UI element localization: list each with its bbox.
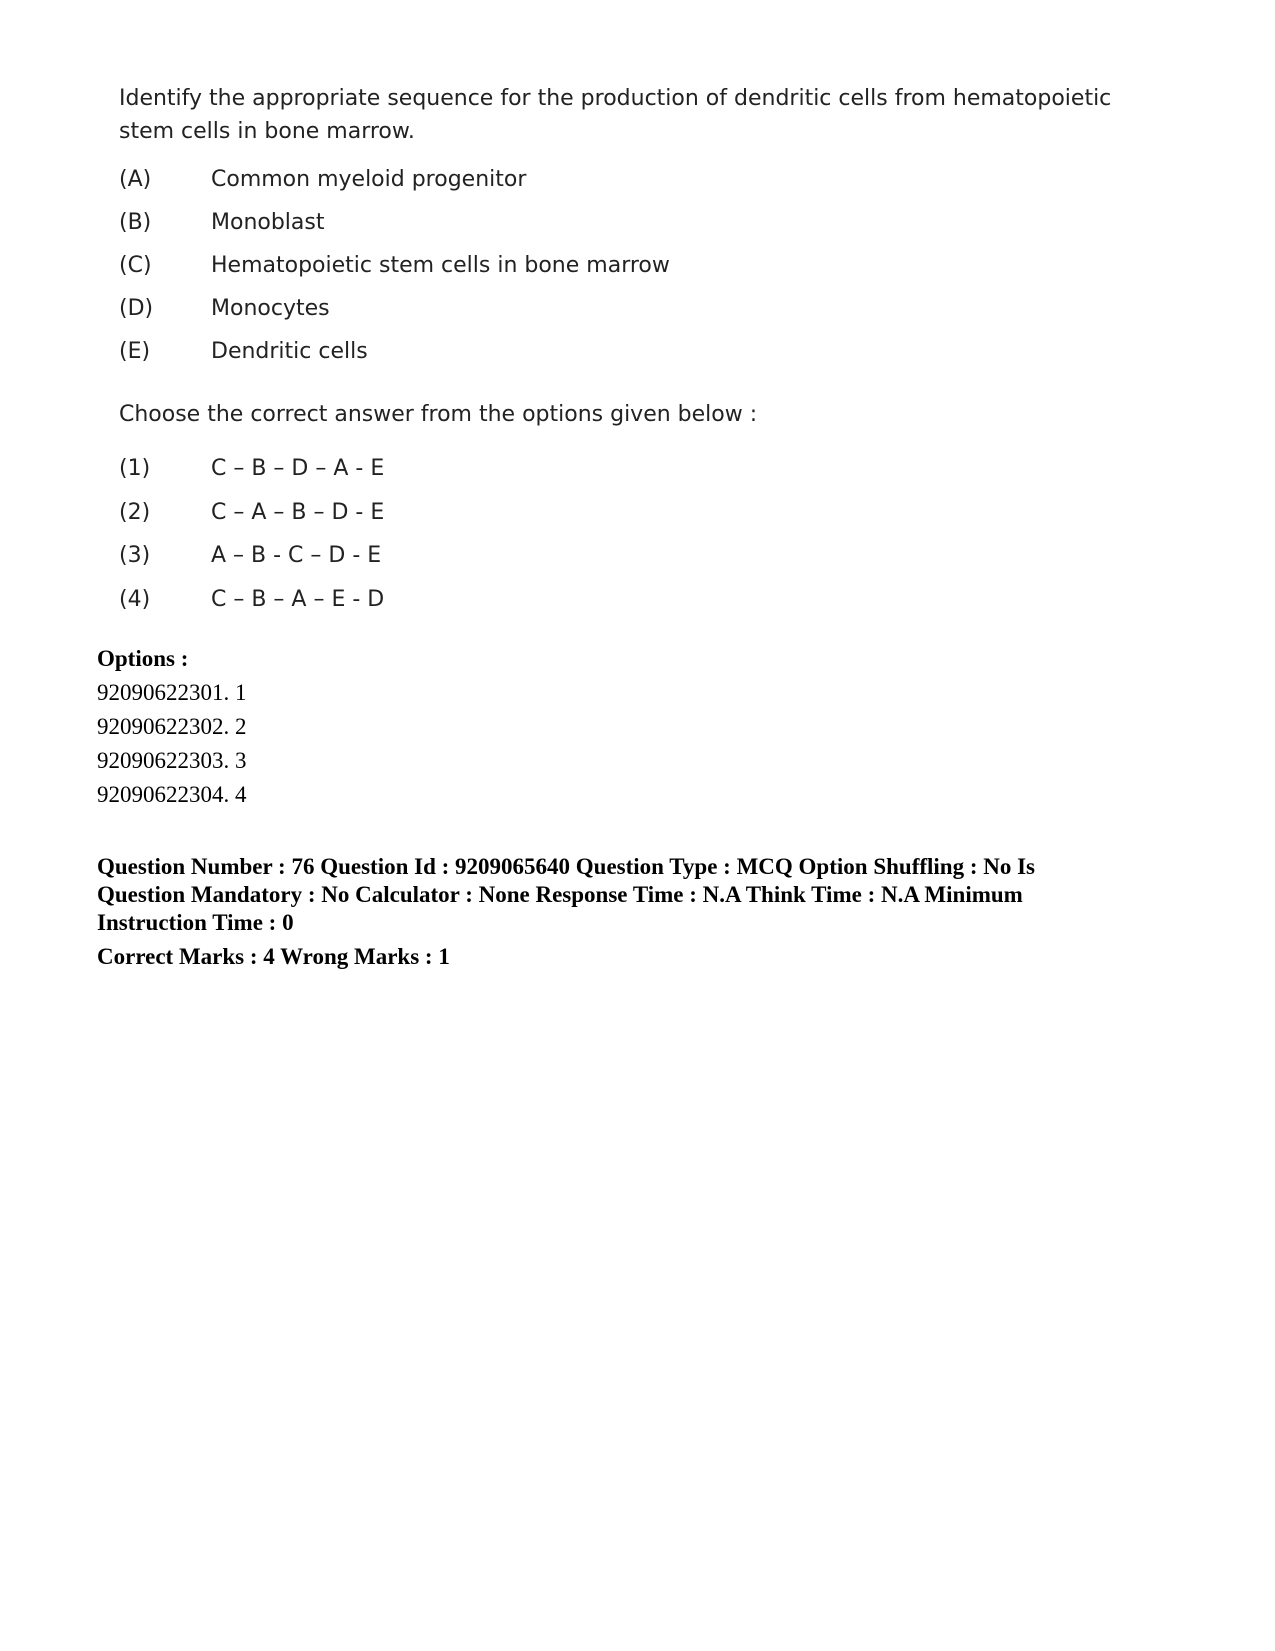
choice-text: C – B – A – E - D [211,586,385,612]
option-line: 92090622301. 1 [97,680,247,705]
options-block [97,642,247,812]
item-key: (B) [119,210,152,235]
item-key: (C) [119,253,152,278]
choice-text: A – B - C – D - E [211,543,382,569]
item-key: (E) [119,339,151,364]
item-text: Hematopoietic stem cells in bone marrow [211,253,670,278]
list-item [119,244,1119,287]
options-title: Options : [97,646,189,671]
choice-text: C – B – D – A - E [211,456,385,482]
item-text: Common myeloid progenitor [211,167,527,192]
choice-item [119,578,1119,622]
choice-key: (4) [119,586,151,612]
option-line: 92090622304. 4 [97,782,247,807]
marks-line: Correct Marks : 4 Wrong Marks : 1 [97,944,450,969]
list-item [119,201,1119,244]
option-line: 92090622303. 3 [97,748,247,773]
meta-line: Instruction Time : 0 [97,910,294,935]
list-item [119,330,1119,373]
choice-key: (1) [119,456,151,482]
choice-key: (2) [119,499,151,525]
meta-line: Question Number : 76 Question Id : 9209065640 Question Type : MCQ Option Shuffling : No Is [97,854,1036,879]
choice-item [119,491,1119,535]
item-text: Monocytes [211,296,330,321]
list-item [119,158,1119,201]
instruction-text: Choose the correct answer from the options given below : [119,402,758,427]
item-text: Monoblast [211,210,325,235]
choice-text: C – A – B – D - E [211,499,385,525]
item-text: Dendritic cells [211,339,368,364]
question-stem: Identify the appropriate sequence for the production of dendritic cells from hematopoietic stem cells in bone marrow. [119,86,1112,144]
list-item [119,287,1119,330]
choice-list [119,447,1119,621]
option-line: 92090622302. 2 [97,714,247,739]
question-image [119,82,1119,621]
choice-key: (3) [119,543,151,569]
choice-item [119,447,1119,491]
question-meta [97,853,1177,971]
choice-item [119,534,1119,578]
item-list [119,158,1119,373]
item-key: (D) [119,296,154,321]
item-key: (A) [119,167,152,192]
meta-line: Question Mandatory : No Calculator : None Response Time : N.A Think Time : N.A Minimum [97,882,1023,907]
